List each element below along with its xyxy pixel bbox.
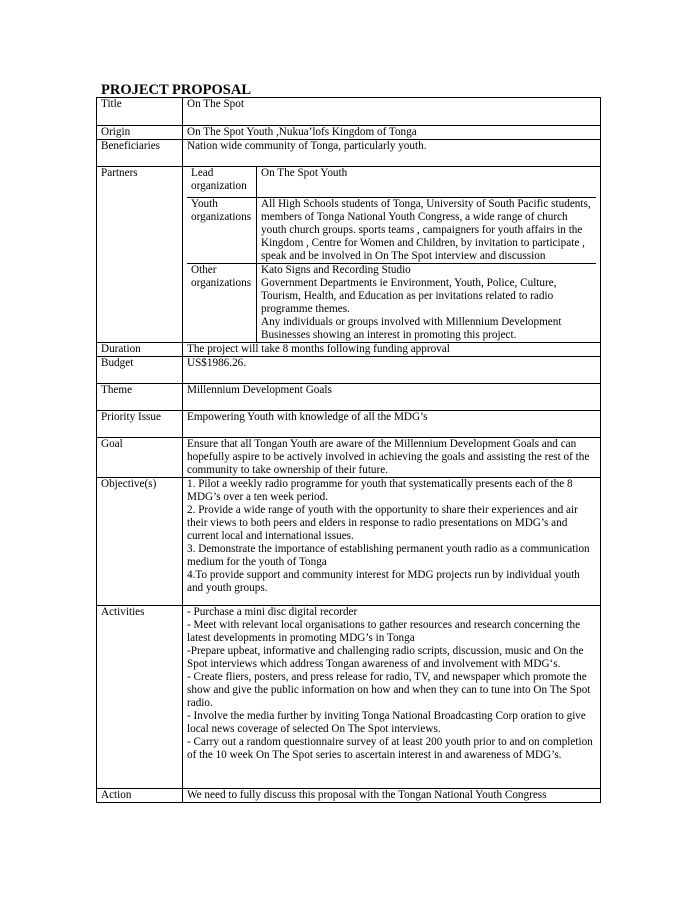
objective-item: 4.To provide support and community interest for MDG projects run by individual youth and youth groups. bbox=[187, 568, 580, 594]
row-theme bbox=[97, 383, 601, 410]
row-budget bbox=[97, 356, 601, 383]
origin-value: On The Spot Youth ,Nukua’lofs Kingdom of Tonga bbox=[183, 126, 601, 140]
objectives-value bbox=[183, 477, 601, 605]
youth-label: Youth organizations bbox=[187, 197, 257, 263]
other-line: Kato Signs and Recording Studio bbox=[261, 263, 411, 276]
row-origin bbox=[97, 126, 601, 140]
partner-other-row bbox=[187, 263, 596, 342]
objectives-label: Objective(s) bbox=[97, 477, 183, 605]
priority-label: Priority Issue bbox=[97, 410, 183, 437]
activity-item: - Carry out a random questionnaire survey of at least 200 youth prior to and on completion of the 10 week On The Spot series to ascertain interest in and awareness of MDG’s. bbox=[187, 735, 593, 761]
activity-item: - Involve the media further by inviting Tonga National Broadcasting Corp oration to give local news coverage of selected On The Spot interviews. bbox=[187, 709, 586, 735]
partners-cell bbox=[183, 167, 601, 343]
activity-item: - Purchase a mini disc digital recorder bbox=[187, 605, 358, 618]
partner-lead-row bbox=[187, 167, 596, 197]
budget-label: Budget bbox=[97, 356, 183, 383]
activities-value bbox=[183, 605, 601, 788]
other-line: Any individuals or groups involved with Millennium Development Businesses showing an interest in promoting this project. bbox=[261, 315, 562, 341]
row-objectives bbox=[97, 477, 601, 605]
theme-value: Millennium Development Goals bbox=[183, 383, 601, 410]
theme-label: Theme bbox=[97, 383, 183, 410]
lead-value: On The Spot Youth bbox=[257, 167, 597, 197]
activity-item: - Meet with relevant local organisations to gather resources and research concerning the latest developments in promoting MDG’s in Tonga bbox=[187, 618, 581, 644]
other-label: Other organizations bbox=[187, 263, 257, 342]
beneficiaries-value: Nation wide community of Tonga, particularly youth. bbox=[183, 140, 601, 167]
goal-label: Goal bbox=[97, 437, 183, 477]
title-value: On The Spot bbox=[183, 98, 601, 126]
activity-item: - Create fliers, posters, and press release for radio, TV, and newspaper which promote the show and give the public information on how and when they can to tune into On The Spot radio. bbox=[187, 670, 591, 709]
other-line: Government Departments ie Environment, Youth, Police, Culture, Tourism, Health, and Education as per invitations related to radio programme themes. bbox=[261, 276, 557, 315]
duration-value: The project will take 8 months following funding approval bbox=[183, 342, 601, 356]
origin-label: Origin bbox=[97, 126, 183, 140]
title-label: Title bbox=[97, 98, 183, 126]
budget-value: US$1986.26. bbox=[183, 356, 601, 383]
page-title: PROJECT PROPOSAL bbox=[101, 82, 251, 98]
goal-value: Ensure that all Tongan Youth are aware of the Millennium Development Goals and can hopefully aspire to be actively involved in achieving the goals and assisting the rest of the community to take ownership of their future. bbox=[183, 437, 601, 477]
activity-item: -Prepare upbeat, informative and challenging radio scripts, discussion, music and On the Spot interviews which address Tongan awareness of and involvement with MDG‘s. bbox=[187, 644, 584, 670]
partner-youth-row bbox=[187, 197, 596, 263]
other-value bbox=[257, 263, 597, 342]
action-value: We need to fully discuss this proposal with the Tongan National Youth Congress bbox=[183, 788, 601, 802]
row-goal bbox=[97, 437, 601, 477]
row-action bbox=[97, 788, 601, 802]
beneficiaries-label: Beneficiaries bbox=[97, 140, 183, 167]
priority-value: Empowering Youth with knowledge of all the MDG’s bbox=[183, 410, 601, 437]
proposal-table bbox=[96, 97, 601, 803]
row-title bbox=[97, 98, 601, 126]
lead-label: Lead organization bbox=[187, 167, 257, 197]
row-activities bbox=[97, 605, 601, 788]
partners-subtable bbox=[187, 167, 596, 342]
youth-value: All High Schools students of Tonga, University of South Pacific students, members of Tonga National Youth Congress, a wide range of church youth church groups. sports teams , campaigners for youth affairs in the Kingdom , Centre for Women and Children, by invitation to participate , speak and be involved in On The Spot interview and discussion bbox=[257, 197, 597, 263]
objective-item: 1. Pilot a weekly radio programme for youth that systematically presents each of the 8 MDG’s over a ten week period. bbox=[187, 477, 573, 503]
row-partners bbox=[97, 167, 601, 343]
row-duration bbox=[97, 342, 601, 356]
duration-label: Duration bbox=[97, 342, 183, 356]
row-beneficiaries bbox=[97, 140, 601, 167]
objective-item: 2. Provide a wide range of youth with the opportunity to share their experiences and air their views to both peers and elders in response to radio presentations on MDG’s and current local and international issues. bbox=[187, 503, 578, 542]
row-priority bbox=[97, 410, 601, 437]
activities-label: Activities bbox=[97, 605, 183, 788]
partners-label: Partners bbox=[97, 167, 183, 343]
objective-item: 3. Demonstrate the importance of establishing permanent youth radio as a communication medium for the youth of Tonga bbox=[187, 542, 590, 568]
action-label: Action bbox=[97, 788, 183, 802]
